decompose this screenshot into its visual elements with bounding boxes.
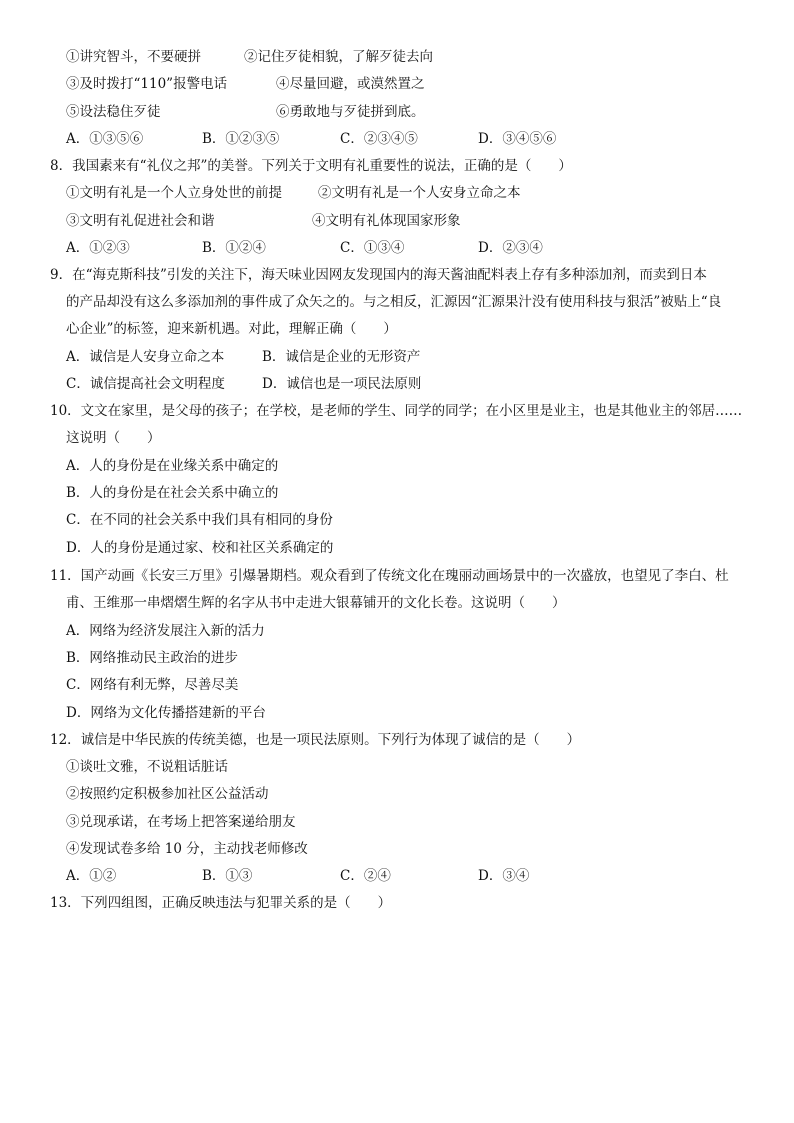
q10-option-b: B．人的身份是在社会关系中确立的 (66, 485, 279, 501)
q9-option-d: D．诚信也是一项民法原则 (262, 376, 422, 392)
q8-item-4: ④文明有礼体现国家形象 (312, 213, 461, 229)
q8-item-1: ①文明有礼是一个人立身处世的前提 (66, 185, 282, 201)
q7-item-6: ⑥勇敢地与歹徒拼到底。 (276, 104, 425, 120)
q10-stem-line-2: 这说明（ ） (66, 430, 161, 446)
q8-item-2: ②文明有礼是一个人安身立命之本 (318, 185, 521, 201)
q12-item-2: ②按照约定积极参加社区公益活动 (66, 786, 269, 802)
q9-option-c: C．诚信提高社会文明程度 (66, 376, 225, 392)
q7-item-3: ③及时拨打“110”报警电话 (66, 76, 228, 92)
q10-option-a: A．人的身份是在业缘关系中确定的 (66, 458, 279, 474)
q12-option-d: D．③④ (478, 868, 530, 884)
q8-option-c: C．①③④ (340, 240, 405, 256)
q12-stem: 12．诚信是中华民族的传统美德，也是一项民法原则。下列行为体现了诚信的是（ ） (50, 732, 581, 748)
q11-option-b: B．网络推动民主政治的进步 (66, 650, 238, 666)
q7-option-d: D．③④⑤⑥ (478, 131, 557, 147)
q9-option-a: A．诚信是人安身立命之本 (66, 349, 225, 365)
q11-option-d: D．网络为文化传播搭建新的平台 (66, 705, 266, 721)
q8-option-b: B．①②④ (202, 240, 266, 256)
q9-option-b: B．诚信是企业的无形资产 (262, 349, 421, 365)
q12-item-3: ③兑现承诺，在考场上把答案递给朋友 (66, 814, 296, 830)
q8-stem: 8．我国素来有“礼仪之邦”的美誉。下列关于文明有礼重要性的说法，正确的是（ ） (50, 158, 572, 174)
q12-option-b: B．①③ (202, 868, 253, 884)
q7-item-1: ①讲究智斗，不要硬拼 (66, 49, 201, 65)
q7-item-2: ②记住歹徒相貌，了解歹徒去向 (244, 49, 433, 65)
q7-option-b: B．①②③⑤ (202, 131, 280, 147)
q12-item-4: ④发现试卷多给 10 分，主动找老师修改 (66, 841, 308, 857)
q12-item-1: ①谈吐文雅，不说粗话脏话 (66, 759, 228, 775)
q10-option-c: C．在不同的社会关系中我们具有相同的身份 (66, 512, 333, 528)
q7-item-5: ⑤设法稳住歹徒 (66, 104, 161, 120)
q8-option-d: D．②③④ (478, 240, 543, 256)
q11-option-c: C．网络有利无弊，尽善尽美 (66, 677, 239, 693)
q11-stem-line-2: 甫、王维那一串熠熠生辉的名字从书中走进大银幕铺开的文化长卷。这说明（ ） (66, 595, 566, 611)
q8-option-a: A．①②③ (66, 240, 130, 256)
q10-stem-line-1: 10．文文在家里，是父母的孩子；在学校，是老师的学生、同学的同学；在小区里是业主，也是其他业主的邻居…… (50, 403, 743, 419)
q13-stem: 13．下列四组图，正确反映违法与犯罪关系的是（ ） (50, 895, 392, 911)
q7-item-4: ④尽量回避，或漠然置之 (276, 76, 425, 92)
q7-option-c: C．②③④⑤ (340, 131, 418, 147)
q7-option-a: A．①③⑤⑥ (66, 131, 144, 147)
q11-stem-line-1: 11．国产动画《长安三万里》引爆暑期档。观众看到了传统文化在瑰丽动画场景中的一次盛放，也望见了李白、杜 (50, 568, 729, 584)
q10-option-d: D．人的身份是通过家、校和社区关系确定的 (66, 540, 334, 556)
q9-stem-line-1: 9．在“海克斯科技”引发的关注下，海天味业因网友发现国内的海天酱油配料表上存有多种添加剂，而卖到日本 (50, 267, 707, 283)
q9-stem-line-3: 心企业”的标签，迎来新机遇。对此，理解正确（ ） (66, 321, 397, 337)
q12-option-c: C．②④ (340, 868, 391, 884)
q12-option-a: A．①② (66, 868, 117, 884)
q8-item-3: ③文明有礼促进社会和谐 (66, 213, 215, 229)
q11-option-a: A．网络为经济发展注入新的活力 (66, 623, 265, 639)
q9-stem-line-2: 的产品却没有这么多添加剂的事件成了众矢之的。与之相反，汇源因“汇源果汁没有使用科技与狠活”被贴上“良 (66, 294, 722, 310)
